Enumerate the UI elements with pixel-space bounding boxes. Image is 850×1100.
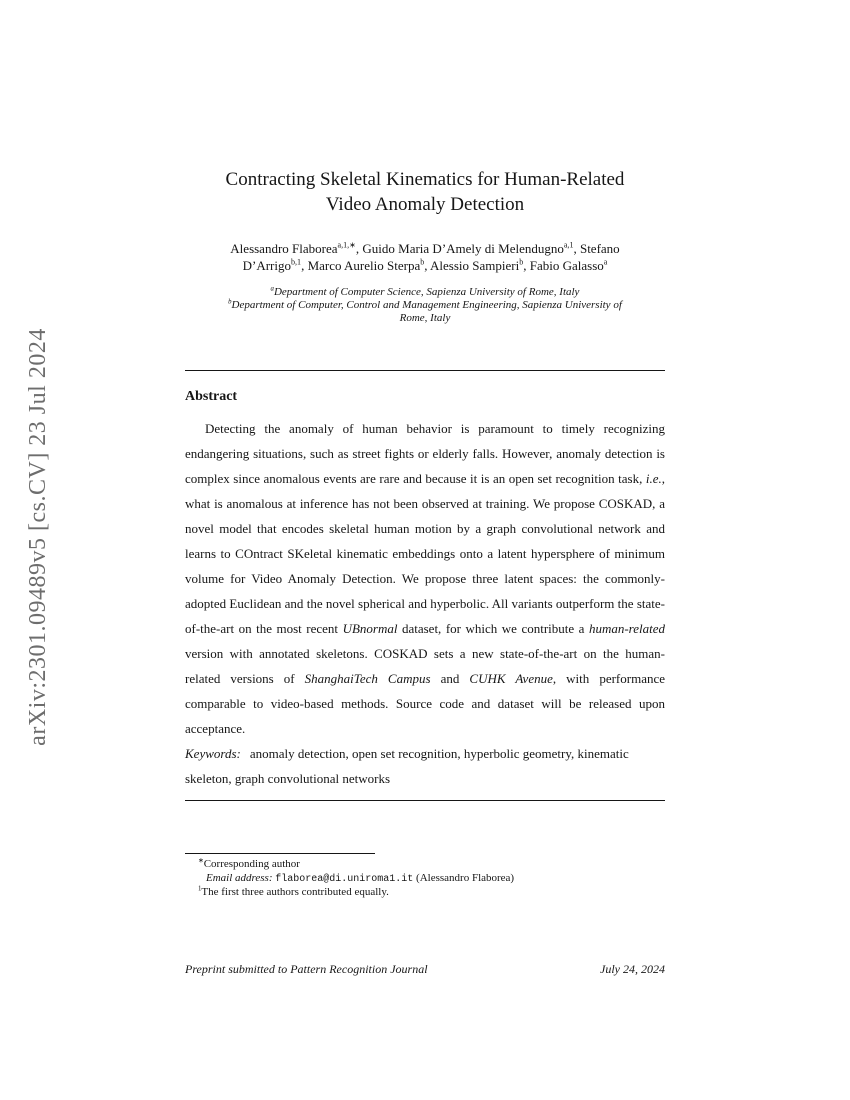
abstract-text: , what is anomalous at inference has not been observed at training. We propose COSKAD, a novel model that encodes skeletal human motion by a graph convolutional network and learns to COntract SKeletal kinematic embeddings onto a latent hypersphere of minimum volume for Video Anomaly Detection. We propose three latent spaces: the commonly-adopted Euclidean and the novel spherical and hyperbolic. All variants outperform the state-of-the-art on the most recent [185,471,665,636]
footnote-text: Corresponding author [203,858,300,870]
affiliation-text: Department of Computer, Control and Management Engineering, Sapienza University of [231,299,622,311]
affiliation-text: Rome, Italy [399,312,451,324]
arxiv-watermark: arXiv:2301.09489v5 [cs.CV] 23 Jul 2024 [25,328,51,746]
footer-journal-note: Preprint submitted to Pattern Recognition Journal [185,962,428,976]
abstract-section [185,370,665,801]
paper-title [185,167,665,217]
title-line-2: Video Anomaly Detection [325,194,525,215]
author-name: , Marco Aurelio Sterpa [301,258,421,273]
email-label: Email address: [206,871,273,884]
affiliation-b-line-1 [185,299,665,312]
email-suffix: (Alessandro Flaborea) [413,871,515,884]
abstract-text: version with annotated skeletons. COSKAD sets a new state-of-the-art on the human-related versions of [185,646,665,686]
affiliation-b-line-2 [185,312,665,325]
keywords-block [185,741,665,791]
abstract-paragraph [185,416,665,741]
author-name: D’Arrigo [242,258,292,273]
dataset-name-shanghaitech: ShanghaiTech Campus [304,671,431,686]
author-name: , Fabio Galasso [523,258,604,273]
footnote-mark: ∗ [198,857,204,865]
authors-line-2 [185,257,665,274]
dataset-name-ubnormal: UBnormal [342,621,398,636]
affil-mark: b [228,298,232,306]
section-rule-top [185,370,665,371]
keywords-label: Keywords: [185,746,241,761]
page-footer [185,962,665,977]
author-affil-marks: a,1,∗ [337,240,356,250]
affiliation-list [185,286,665,325]
author-affil-marks: b,1 [291,257,302,267]
email-address: flaborea@di.uniroma1.it [275,873,414,885]
author-list [185,240,665,274]
authors-line-1 [185,240,665,257]
author-affil-marks: b [519,257,524,267]
author-name: Alessandro Flaborea [230,241,338,256]
abstract-heading: Abstract [185,389,238,404]
abstract-italic: i.e. [645,471,662,486]
abstract-text: dataset, for which we contribute a [397,621,589,636]
dataset-name-cuhk: CUHK Avenue [469,671,553,686]
abstract-text: and [430,671,470,686]
section-rule-bottom [185,800,665,801]
author-name: , Alessio Sampieri [424,258,520,273]
abstract-italic: human-related [588,621,666,636]
author-name: , Guido Maria D’Amely di Melendugno [355,241,564,256]
keywords-text: anomaly detection, open set recognition, hyperbolic geometry, kinematic skeleton, graph convolutional networks [185,746,629,786]
affiliation-a [185,286,665,299]
footnote-mark: 1 [198,885,202,893]
footnote-corresponding [185,858,665,872]
abstract-text: Detecting the anomaly of human behavior is paramount to timely recognizing endangering situations, such as street fights or elderly falls. However, anomaly detection is complex since anomalous events are rare and because it is an open set recognition task, [185,421,665,486]
affiliation-text: Department of Computer Science, Sapienza University of Rome, Italy [273,286,580,298]
footnote-block [185,858,665,900]
footnote-email [185,872,665,887]
author-affil-marks: b [420,257,425,267]
author-affil-marks: a [603,257,608,267]
author-name: , Stefano [573,241,620,256]
footnote-text: The first three authors contributed equally. [201,886,389,898]
footnote-rule [185,853,375,854]
author-affil-marks: a,1 [563,240,574,250]
footer-date: July 24, 2024 [600,962,665,976]
title-line-1: Contracting Skeletal Kinematics for Human-Related [225,169,625,190]
footnote-equal-contribution [185,886,665,900]
abstract-text: , with performance comparable to video-based methods. Source code and dataset will be released upon acceptance. [185,671,666,736]
affil-mark: a [270,285,274,293]
